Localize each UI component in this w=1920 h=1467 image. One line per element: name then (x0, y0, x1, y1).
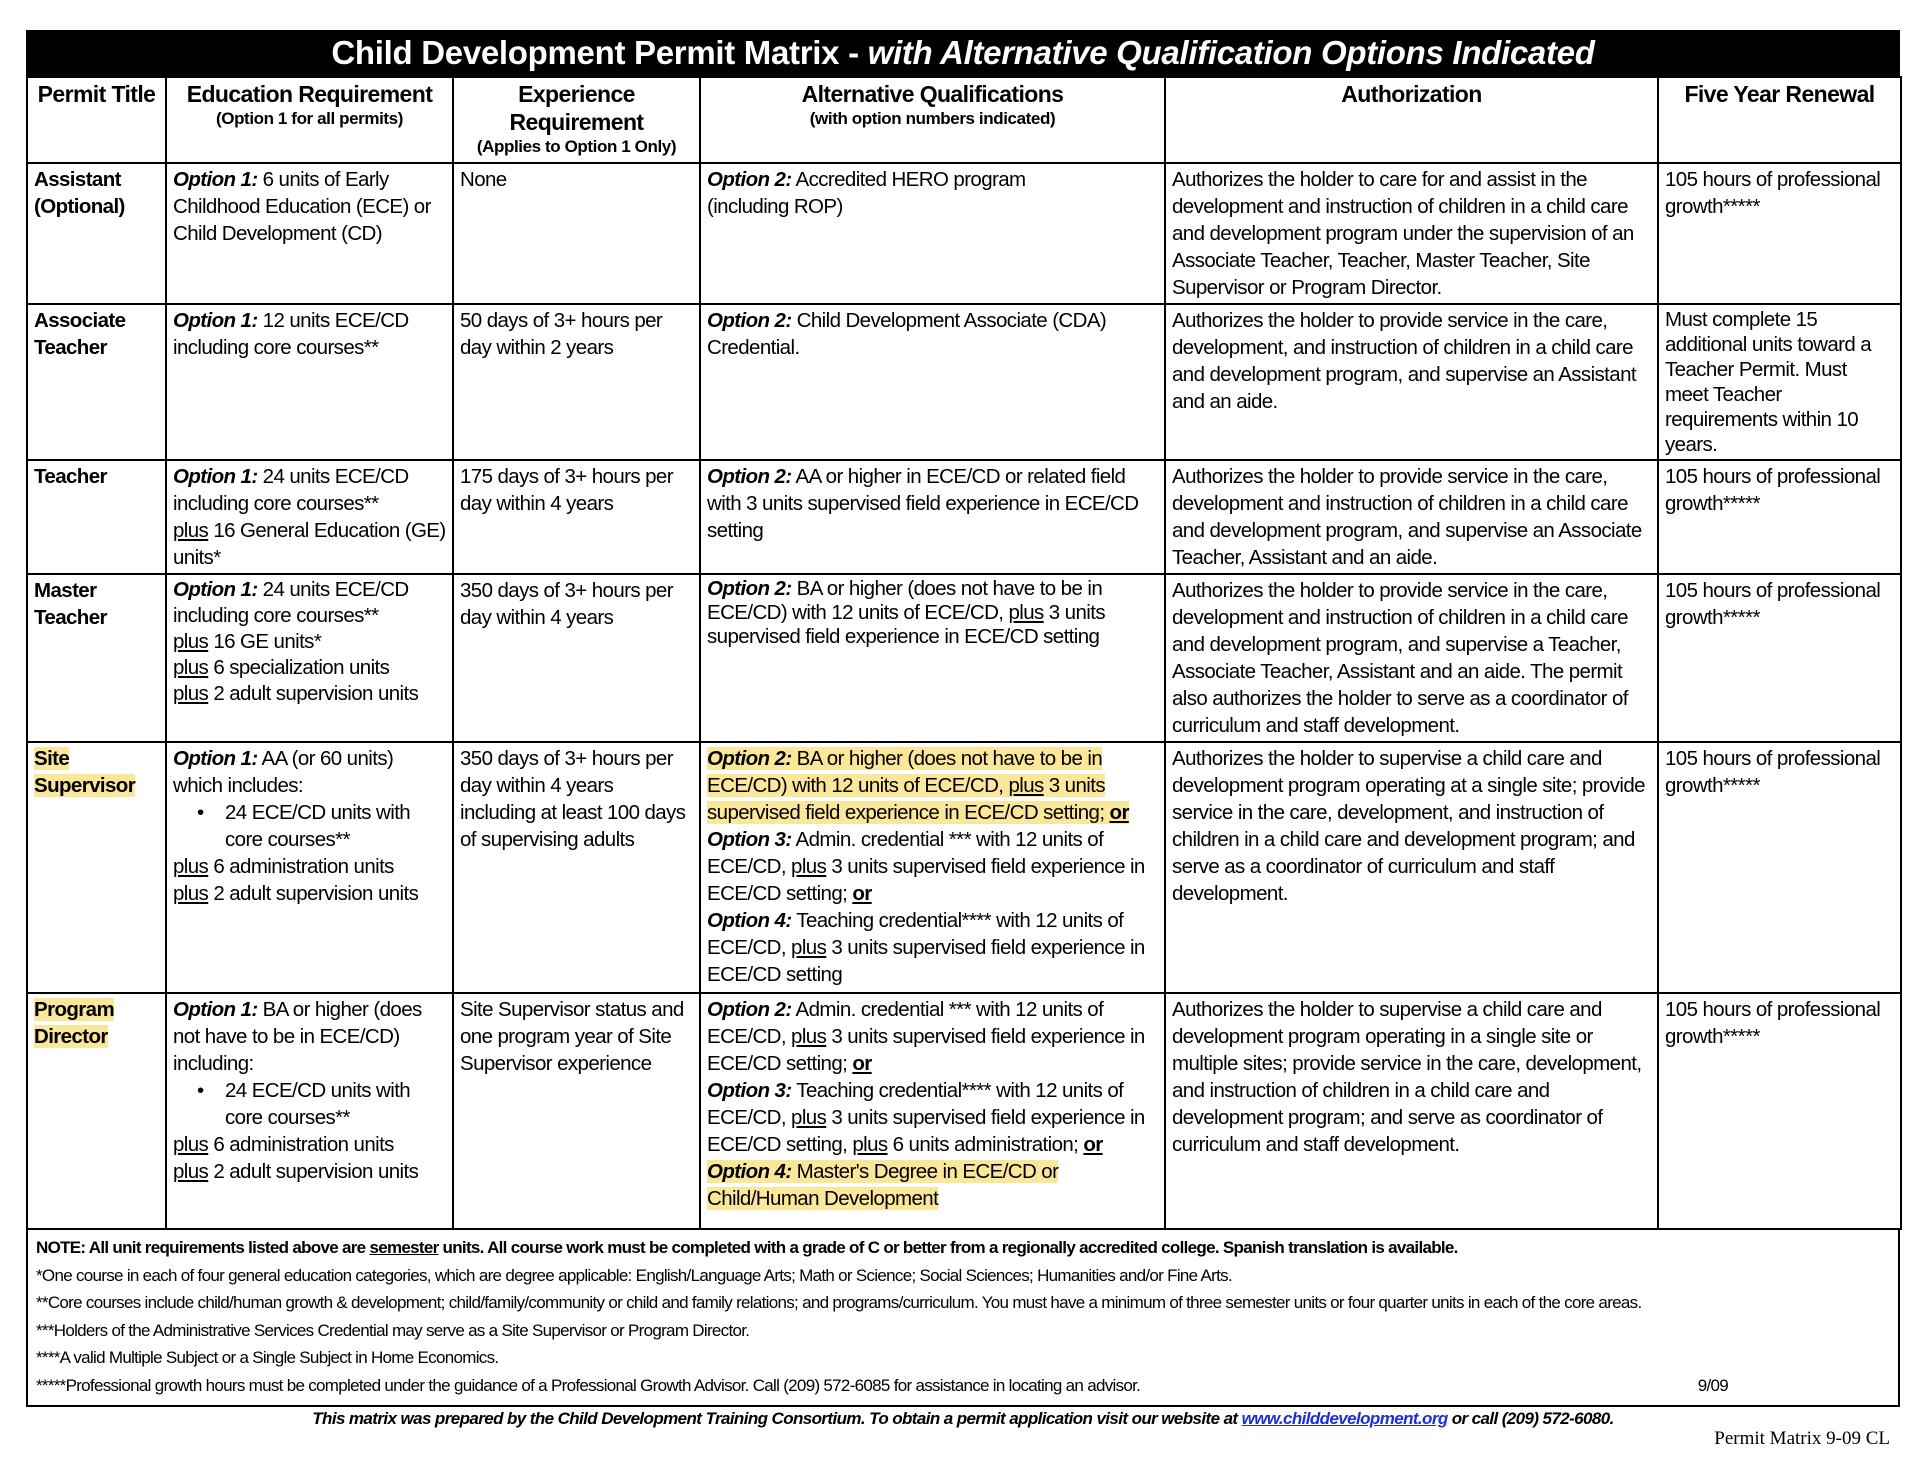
header-authorization: Authorization (1165, 77, 1658, 163)
permit-title-program-director: Program Director (27, 993, 166, 1229)
authorization-assistant: Authorizes the holder to care for and assist in the development and instruction of children in a child care and development program under the supervision of an Associate Teacher, Teacher, Master Teacher, Site Supervisor or Program Director. (1165, 163, 1658, 304)
alternative-assistant: Option 2: Accredited HERO program (including ROP) (700, 163, 1165, 304)
education-master-teacher: Option 1: 24 units ECE/CD including core courses** plus 16 GE units* plus 6 specialization units plus 2 adult supervision units (166, 574, 453, 742)
footnote-5: *****Professional growth hours must be completed under the guidance of a Professional Growth Advisor. Call (209) 572-6085 for assistance in locating an advisor. (36, 1375, 1141, 1395)
experience-teacher: 175 days of 3+ hours per day within 4 years (453, 460, 700, 574)
education-program-director-list (173, 1077, 446, 1131)
list-item: • 24 ECE/CD units with core courses** (197, 799, 446, 853)
header-education: Education Requirement (Option 1 for all permits) (166, 77, 453, 163)
header-row (27, 77, 1901, 163)
document-id: Permit Matrix 9-09 CL (1714, 1428, 1890, 1449)
experience-program-director: Site Supervisor status and one program year of Site Supervisor experience (453, 993, 700, 1229)
renewal-master-teacher: 105 hours of professional growth***** (1658, 574, 1901, 742)
row-assistant (27, 163, 1901, 304)
matrix-table (26, 76, 1902, 1230)
experience-associate-teacher: 50 days of 3+ hours per day within 2 years (453, 304, 700, 460)
header-alternative: Alternative Qualifications (with option numbers indicated) (700, 77, 1165, 163)
permit-matrix (26, 30, 1900, 1429)
alternative-program-director: Option 2: Admin. credential *** with 12 units of ECE/CD, plus 3 units supervised field experience in ECE/CD setting; or Option 3: Teaching credential**** with 12 units of ECE/CD, plus 3 units supervised field experience in ECE/CD setting, plus 6 units administration; or Option 4: Master's Degree in ECE/CD or Child/Human Development (700, 993, 1165, 1229)
renewal-associate-teacher: Must complete 15 additional units toward a Teacher Permit. Must meet Teacher requirements within 10 years. (1658, 304, 1901, 460)
experience-master-teacher: 350 days of 3+ hours per day within 4 years (453, 574, 700, 742)
authorization-program-director: Authorizes the holder to supervise a child care and development program operating in a single site or multiple sites; provide service in the care, development, and instruction of children in a child care and development program; and serve as coordinator of curriculum and staff development. (1165, 993, 1658, 1229)
renewal-program-director: 105 hours of professional growth***** (1658, 993, 1901, 1229)
experience-site-supervisor: 350 days of 3+ hours per day within 4 years including at least 100 days of supervising adults (453, 742, 700, 993)
permit-title-associate-teacher: Associate Teacher (27, 304, 166, 460)
notes-section (26, 1230, 1900, 1407)
education-program-director: Option 1: BA or higher (does not have to be in ECE/CD) including: • 24 ECE/CD units with core courses** plus 6 administration units plus 2 adult supervision units (166, 993, 453, 1229)
banner-title: Child Development Permit Matrix - with Alternative Qualification Options Indicated (26, 30, 1900, 76)
revision-date: 9/09 (1697, 1375, 1728, 1395)
education-site-supervisor-list (173, 799, 446, 853)
renewal-site-supervisor: 105 hours of professional growth***** (1658, 742, 1901, 993)
experience-assistant: None (453, 163, 700, 304)
alternative-master-teacher: Option 2: BA or higher (does not have to be in ECE/CD) with 12 units of ECE/CD, plus 3 units supervised field experience in ECE/CD setting (700, 574, 1165, 742)
permit-title-assistant: Assistant (Optional) (27, 163, 166, 304)
authorization-site-supervisor: Authorizes the holder to supervise a child care and development program operating at a single site; provide service in the care, development, and instruction of children in a child care and development program; and serve as a coordinator of curriculum and staff development. (1165, 742, 1658, 993)
education-teacher: Option 1: 24 units ECE/CD including core courses** plus 16 General Education (GE) units* (166, 460, 453, 574)
footnote-1: *One course in each of four general education categories, which are degree applicable: English/Language Arts; Math or Science; Social Sciences; Humanities and/or Fine Arts. (36, 1265, 1232, 1285)
alternative-associate-teacher: Option 2: Child Development Associate (CDA) Credential. (700, 304, 1165, 460)
permit-title-site-supervisor: Site Supervisor (27, 742, 166, 993)
note-main: NOTE: All unit requirements listed above are semester units. All course work must be completed with a grade of C or better from a regionally accredited college. Spanish translation is available. (36, 1238, 1458, 1257)
education-assistant: Option 1: 6 units of Early Childhood Education (ECE) or Child Development (CD) (166, 163, 453, 304)
renewal-assistant: 105 hours of professional growth***** (1658, 163, 1901, 304)
footnote-2: **Core courses include child/human growth & development; child/family/community or child and family relations; and programs/curriculum. You must have a minimum of three semester units or four quarter units in each of the core areas. (36, 1293, 1642, 1312)
header-renewal: Five Year Renewal (1658, 77, 1901, 163)
footnote-4: ****A valid Multiple Subject or a Single Subject in Home Economics. (36, 1348, 499, 1367)
footer-line: This matrix was prepared by the Child Development Training Consortium. To obtain a permit application visit our website at www.childdevelopment.org or call (209) 572-6080. (312, 1409, 1614, 1428)
authorization-associate-teacher: Authorizes the holder to provide service in the care, development, and instruction of children in a child care and development program, and supervise an Assistant and an aide. (1165, 304, 1658, 460)
renewal-teacher: 105 hours of professional growth***** (1658, 460, 1901, 574)
row-master-teacher (27, 574, 1901, 742)
row-teacher (27, 460, 1901, 574)
authorization-master-teacher: Authorizes the holder to provide service in the care, development and instruction of children in a child care and development program, and supervise a Teacher, Associate Teacher, Assistant and an aide. The permit also authorizes the holder to serve as a coordinator of curriculum and staff development. (1165, 574, 1658, 742)
permit-title-master-teacher: Master Teacher (27, 574, 166, 742)
row-program-director (27, 993, 1901, 1229)
website-link[interactable]: www.childdevelopment.org (1241, 1409, 1448, 1428)
alternative-site-supervisor: Option 2: BA or higher (does not have to be in ECE/CD) with 12 units of ECE/CD, plus 3 units supervised field experience in ECE/CD setting; or Option 3: Admin. credential *** with 12 units of ECE/CD, plus 3 units supervised field experience in ECE/CD setting; or Option 4: Teaching credential**** with 12 units of ECE/CD, plus 3 units supervised field experience in ECE/CD setting (700, 742, 1165, 993)
alternative-teacher: Option 2: AA or higher in ECE/CD or related field with 3 units supervised field experience in ECE/CD setting (700, 460, 1165, 574)
header-experience: Experience Requirement (Applies to Option 1 Only) (453, 77, 700, 163)
highlight-option4: Option 4: Master's Degree in ECE/CD or Child/Human Development (707, 1160, 1059, 1210)
education-associate-teacher: Option 1: 12 units ECE/CD including core courses** (166, 304, 453, 460)
row-site-supervisor (27, 742, 1901, 993)
footnote-3: ***Holders of the Administrative Services Credential may serve as a Site Supervisor or Program Director. (36, 1320, 750, 1340)
list-item: • 24 ECE/CD units with core courses** (197, 1077, 446, 1131)
header-permit-title: Permit Title (27, 77, 166, 163)
permit-title-teacher: Teacher (27, 460, 166, 574)
education-site-supervisor: Option 1: AA (or 60 units) which includes: • 24 ECE/CD units with core courses** plus 6 administration units plus 2 adult supervision units (166, 742, 453, 993)
authorization-teacher: Authorizes the holder to provide service in the care, development and instruction of children in a child care and development program, and supervise an Associate Teacher, Assistant and an aide. (1165, 460, 1658, 574)
highlight-option2: Option 2: BA or higher (does not have to be in ECE/CD) with 12 units of ECE/CD, plus 3 units supervised field experience in ECE/CD setting; or (707, 747, 1129, 824)
row-associate-teacher (27, 304, 1901, 460)
